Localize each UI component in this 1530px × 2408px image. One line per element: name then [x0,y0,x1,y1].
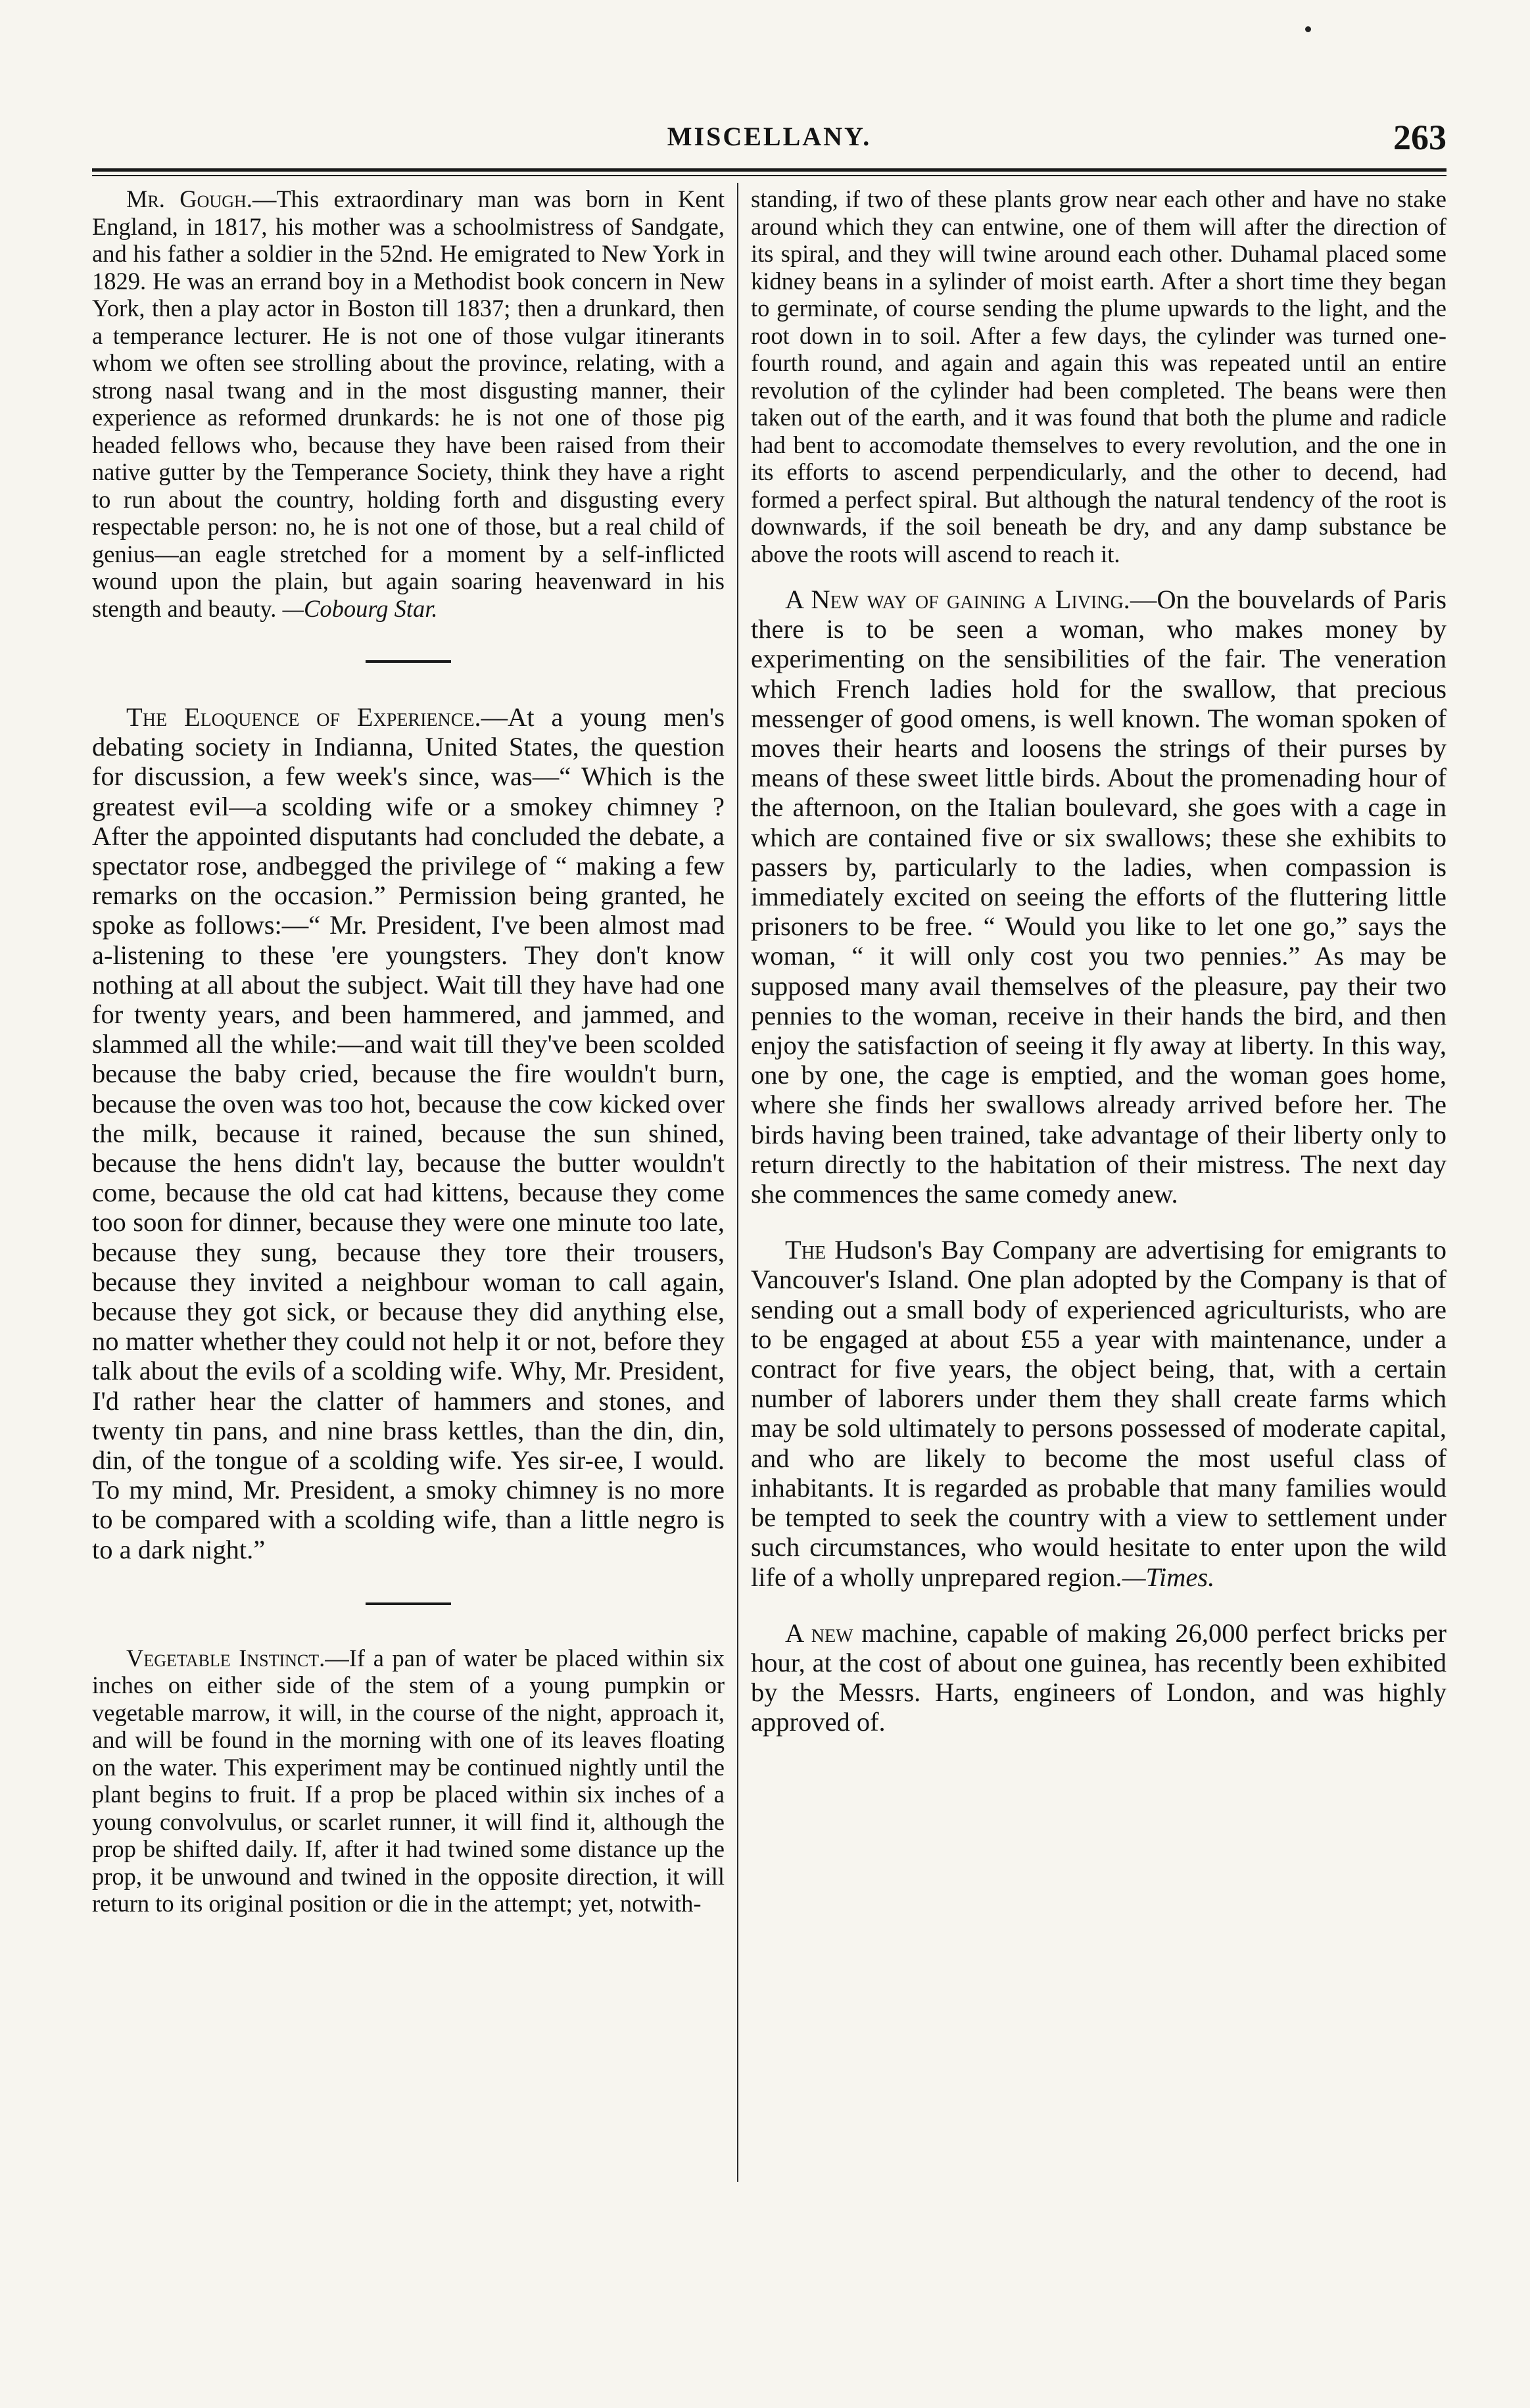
header-rule [92,168,1446,172]
article-lead: A New way of gaining a Living. [785,585,1130,614]
article-brick-machine [751,1618,1446,1737]
stray-mark [1305,26,1311,32]
page-header [92,117,1446,163]
article-text: —This extraordinary man was born in Kent England, in 1817, his mother was a schoolmistress of Sandgate, and his father a soldier in the 52nd. He emigrated to New York in 1829. He was an errand boy in a Methodist book concern in New York, then a play actor in Boston till 1837; then a drunkard, then a temperance lecturer. He is not one of those vulgar itinerants whom we often see strolling about the province, relating, with a strong nasal twang and in the most disgusting manner, their experience as reformed drunkards: he is not one of those pig headed fellows who, because they have been raised from their native gutter by the Temperance Society, think they have a right to run about the country, holding forth and disgusting every respectable person: no, he is not one of those, but a real child of genius—an eagle stretched for a moment by a self-inflicted wound upon the plain, but again soaring heavenward in his stength and beauty. [92,185,725,622]
page-number: 263 [1393,118,1446,157]
article-gough [92,185,725,622]
article-new-way-living [751,585,1446,1209]
right-column [751,185,1446,1737]
article-lead: A new [785,1618,853,1648]
section-separator [366,1602,451,1605]
article-text: Hudson's Bay Company are advertising for emigrants to Vancouver's Island. One plan adopted by the Company is that of sending out a small body of experienced agriculturists, who are to be engaged at about £55 a year with maintenance, under a contract for five years, the object being, that, with a certain number of laborers under them they shall create farms which may be sold ultimately to persons possessed of moderate capital, and who are likely to become the most useful class of inhabitants. It is regarded as probable that many families would be tempted to seek the country with a view to settlement under such circumstances, who would hesitate to enter upon the wild life of a wholly unprepared region. [751,1235,1446,1592]
left-column [92,185,725,1917]
article-lead: The [785,1235,826,1265]
paragraph-gap [751,1209,1446,1235]
article-text: machine, capable of making 26,000 perfect bricks per hour, at the cost of about one guinea, has recently been exhibited by the Messrs. Harts, engineers of London, and was highly approved of. [751,1618,1446,1737]
article-vegetable-instinct [92,1645,725,1917]
article-hudsons-bay [751,1235,1446,1591]
paragraph-gap [751,1592,1446,1618]
article-eloquence [92,702,725,1564]
article-lead: The Eloquence of Experience. [126,702,481,732]
article-source: —Cobourg Star. [282,594,438,622]
article-lead: Mr. Gough. [126,185,252,212]
running-head: MISCELLANY. [667,122,872,151]
header-rule-thin [92,175,1446,176]
column-divider [737,183,738,2182]
article-text: —If a pan of water be placed within six inches on either side of the stem of a young pumpkin or vegetable marrow, it will, in the course of the night, approach it, and will be found in the morning with one of its leaves floating on the water. This experiment may be continued nightly until the plant begins to fruit. If a prop be placed within six inches of a young convolvulus, or scarlet runner, it will find it, although the prop be shifted daily. If, after it had twined some distance up the prop, it be unwound and twined in the opposite direction, it will return to its original position or die in the attempt; yet, notwith- [92,1644,725,1917]
article-vegetable-continued: standing, if two of these plants grow near each other and have no stake around which they can entwine, one of them will after the direction of its spiral, and they will twine around each other. Duhamal placed some kidney beans in a sylinder of moist earth. After a short time they began to germinate, of course sending the plume upwards to the light, and the root down in to soil. After a few days, the cylinder was turned one-fourth round, and again and again this was repeated until an entire revolution of the cylinder had been completed. The beans were then taken out of the earth, and it was found that both the plume and radicle had bent to accomodate themselves to every revolution, and the one in its efforts to ascend perpendicularly, and the other to decend, had formed a perfect spiral. But although the natural tendency of the root is downwards, if the soil beneath be dry, and any damp substance be above the roots will ascend to reach it. [751,185,1446,567]
paragraph-gap [751,567,1446,585]
section-separator [366,660,451,663]
article-source: —Times. [1122,1562,1215,1592]
article-text: —On the bouvelards of Paris there is to be seen a woman, who makes money by experimenting on the sensibilities of the fair. The veneration which French ladies hold for the swallow, that precious messenger of good omens, is well known. The woman spoken of moves their hearts and loosens the strings of their purses by means of these sweet little birds. About the promenading hour of the afternoon, on the Italian boulevard, she goes with a cage in which are contained five or six swallows; these she exhibits to passers by, particularly to the ladies, when compassion is immediately excited on seeing the efforts of the fluttering little prisoners to be free. “ Would you like to let one go,” says the woman, “ it will only cost you two pennies.” As may be supposed many avail themselves of the pleasure, pay their two pennies to the woman, receive in their hands the bird, and then enjoy the satisfaction of seeing it fly away at liberty. In this way, one by one, the cage is emptied, and the woman goes home, where she finds her swallows already arrived before her. The birds having been trained, take advantage of their liberty only to return directly to the habitation of their mistress. The next day she commences the same comedy anew. [751,585,1446,1209]
article-lead: Vegetable Instinct. [126,1644,325,1672]
article-text: —At a young men's debating society in Indianna, United States, the question for discussion, a few week's since, was—“ Which is the greatest evil—a scolding wife or a smokey chimney ? After the appointed disputants had concluded the debate, a spectator rose, andbegged the privilege of “ making a few remarks on the occasion.” Permission being granted, he spoke as follows:—“ Mr. President, I've been almost mad a-listening to these 'ere youngsters. They don't know nothing at all about the subject. Wait till they have had one for twenty years, and been hammered, and jammed, and slammed all the while:—and wait till they've been scolded because the baby cried, because the fire wouldn't burn, because the oven was too hot, because the cow kicked over the milk, because it rained, because the sun shined, because the hens didn't lay, because the butter wouldn't come, because the old cat had kittens, because they come too soon for dinner, because they were one minute too late, because they sung, because they tore their trousers, because they invited a neighbour woman to call again, because they got sick, or because they did anything else, no matter whether they could not help it or not, before they talk about the evils of a scolding wife. Why, Mr. President, I'd rather hear the clatter of hammers and stones, and twenty tin pans, and nine brass kettles, than the din, din, din, of the tongue of a scolding wife. Yes sir-ee, I would. To my mind, Mr. President, a smoky chimney is no more to be compared with a scolding wife, than a little negro is to a dark night.” [92,702,725,1564]
